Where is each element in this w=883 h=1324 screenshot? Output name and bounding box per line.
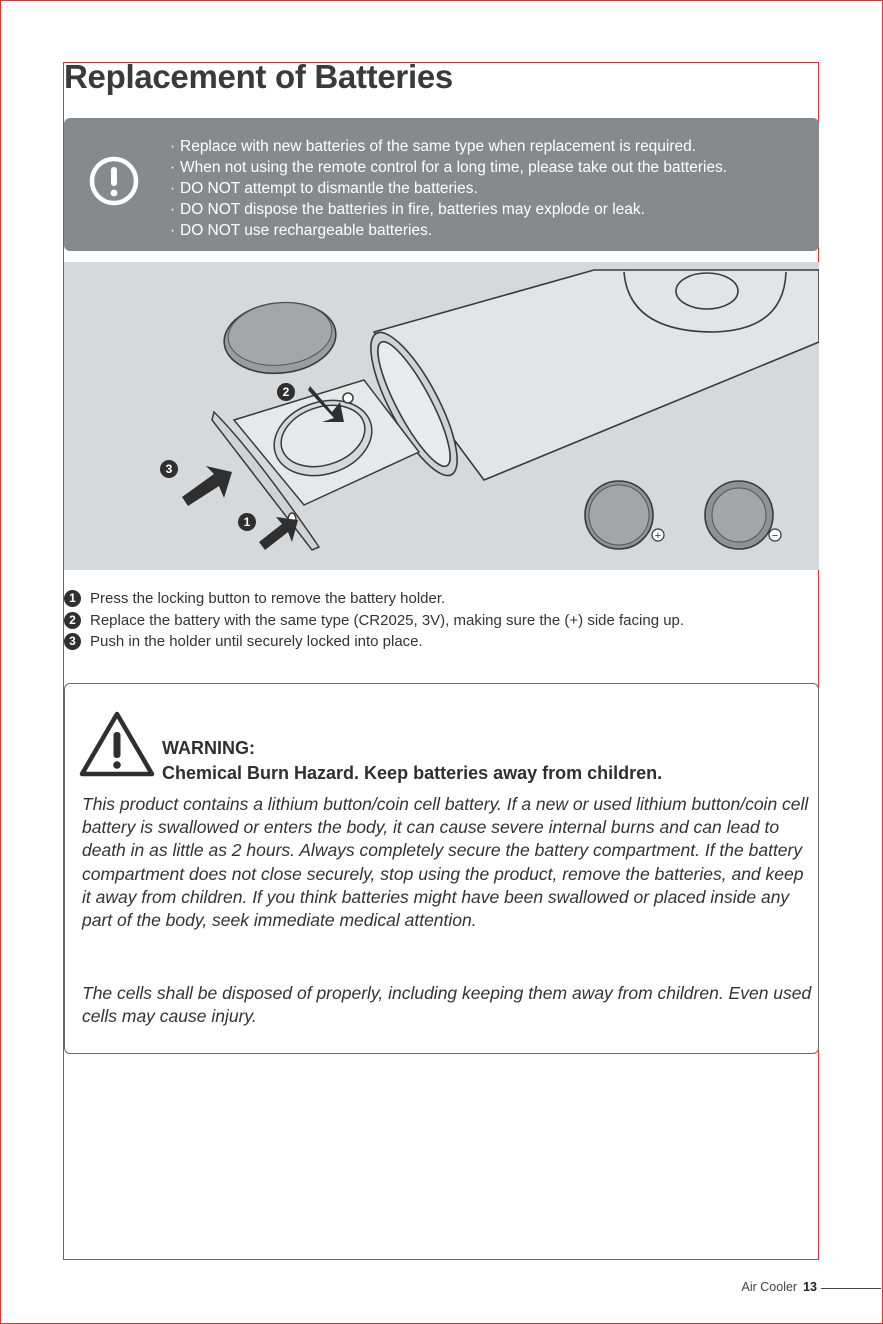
step-marker-3 [160, 460, 178, 478]
battery-minus-side [705, 481, 781, 549]
warning-body: This product contains a lithium button/coin cell battery. If a new or used lithium button/coin cell battery is swallowed or enters the body, it can cause severe internal burns and can lead to death in as little as 2 hours. Always completely secure the battery compartment. If the battery compartment does not close securely, stop using the product, remove the batteries, and keep it away from children. If you think batteries might have been swallowed or placed inside any part of the body, seek immediate medical attention. [82, 794, 809, 931]
step-marker-1 [238, 513, 256, 531]
warning-label: WARNING: [162, 738, 255, 758]
step-marker-2 [277, 383, 295, 401]
notice-item: · When not using the remote control for a long time, please take out the batteries. [170, 157, 727, 178]
step-number: 2 [64, 612, 81, 629]
page-number: 13 [803, 1280, 817, 1294]
step-item [64, 610, 684, 632]
minus-symbol: − [771, 530, 779, 542]
step-number: 1 [64, 590, 81, 607]
illustration-drawing [64, 262, 819, 570]
step-number: 3 [64, 633, 81, 650]
warning-heading [162, 736, 662, 786]
battery-plus-side [585, 481, 664, 549]
notice-item: · DO NOT dispose the batteries in fire, batteries may explode or leak. [170, 199, 727, 220]
svg-text:1: 1 [243, 515, 251, 529]
notice-item: · DO NOT use rechargeable batteries. [170, 220, 727, 241]
step-text: Press the locking button to remove the battery holder. [90, 590, 446, 607]
coin-battery-top [221, 297, 340, 378]
svg-text:3: 3 [165, 462, 173, 476]
step-item [64, 588, 684, 610]
footer-divider [821, 1288, 881, 1289]
step-text: Replace the battery with the same type (CR2025, 3V), making sure the (+) side facing up. [90, 611, 685, 629]
steps-list [64, 588, 684, 653]
notice-list [170, 136, 727, 241]
svg-text:2: 2 [282, 385, 290, 399]
plus-symbol: + [654, 530, 662, 542]
notice-box [64, 118, 819, 251]
footer-product: Air Cooler [741, 1280, 798, 1294]
step-text: Push in the holder until securely locked into place. [90, 633, 423, 650]
page-footer [742, 1280, 817, 1294]
exclamation-circle-icon [88, 155, 140, 207]
battery-replacement-illustration [64, 262, 819, 570]
warning-box [64, 683, 819, 1054]
notice-item: · DO NOT attempt to dismantle the batteries. [170, 178, 727, 199]
step-item [64, 631, 684, 653]
page-title: Replacement of Batteries [64, 58, 453, 95]
warning-hazard: Chemical Burn Hazard. Keep batteries away from children. [162, 763, 663, 783]
warning-triangle-icon [79, 710, 155, 778]
warning-disposal-note: The cells shall be disposed of properly, including keeping them away from children. Even used cells may cause injury. [82, 983, 812, 1027]
notice-item: · Replace with new batteries of the same type when replacement is required. [170, 136, 727, 157]
remote-control [355, 270, 819, 486]
